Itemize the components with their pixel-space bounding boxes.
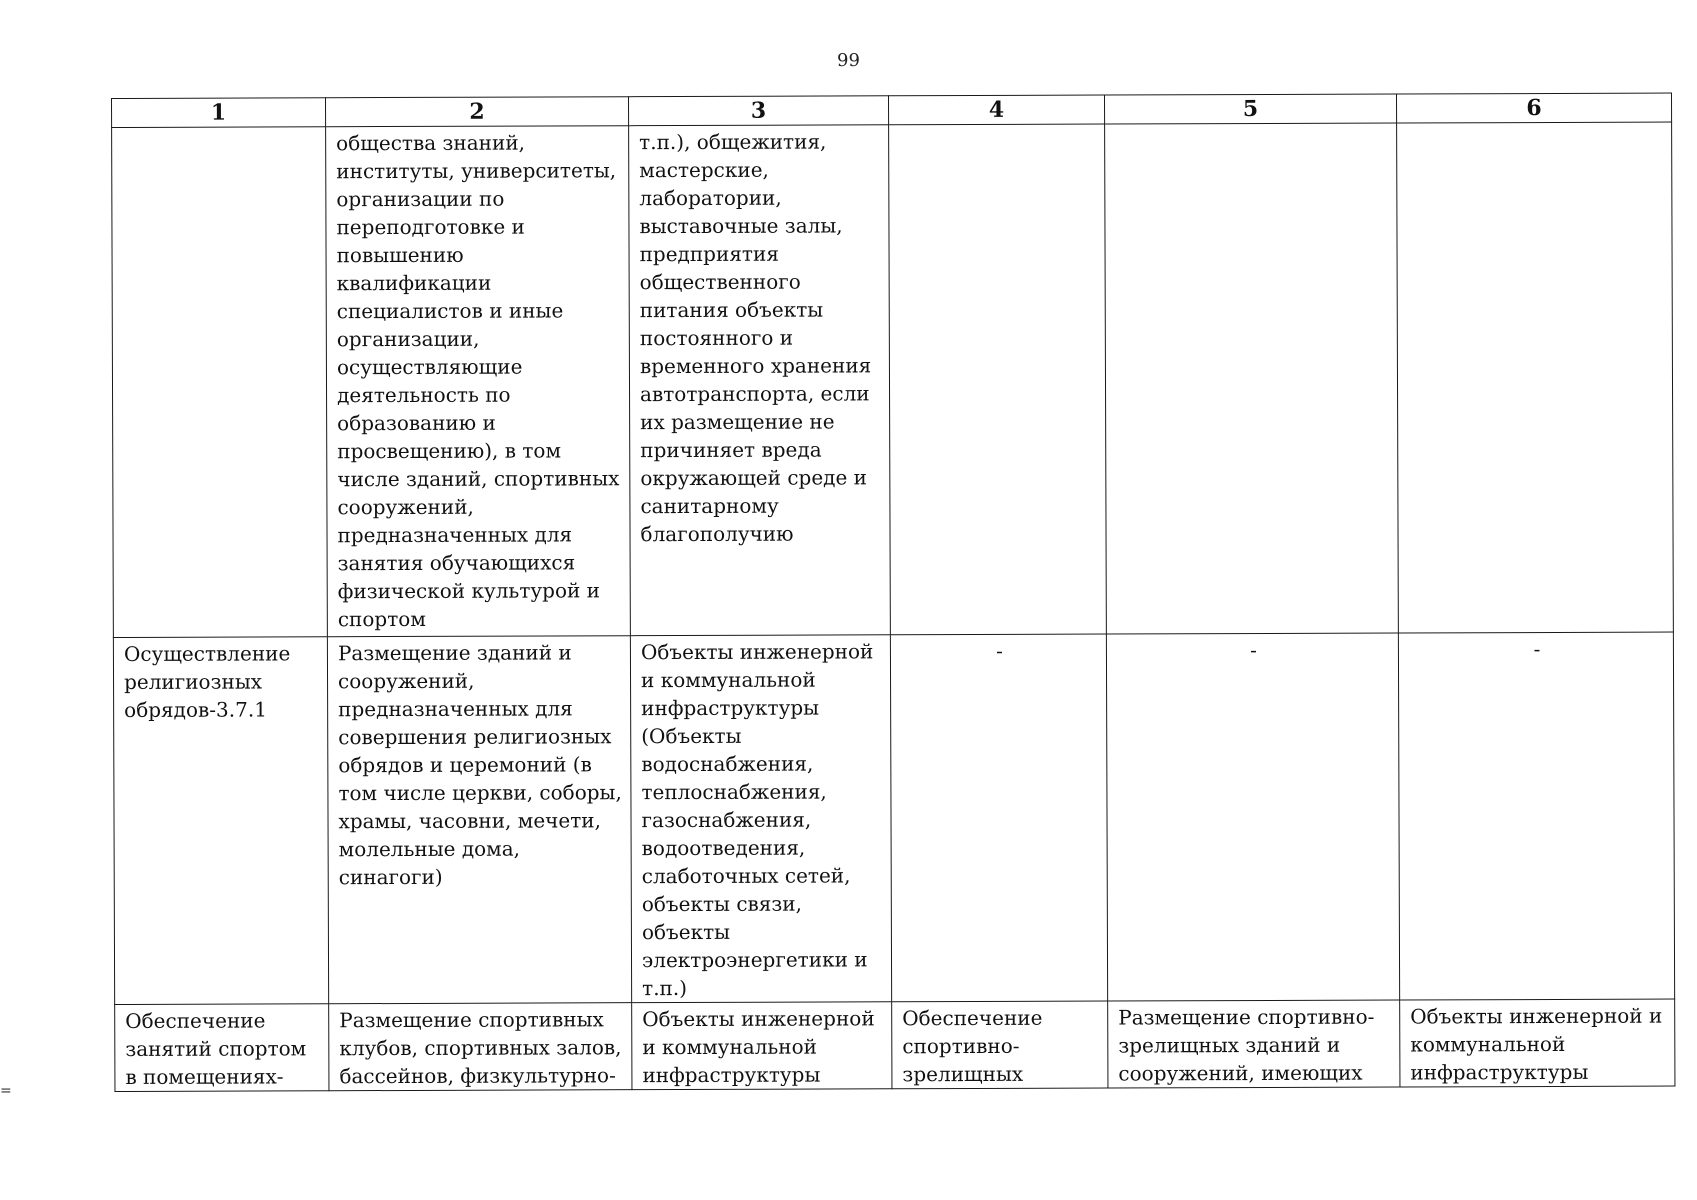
table-cell: Обеспечение занятий спортом в помещениях-: [115, 1004, 329, 1092]
column-header-3: 3: [628, 96, 888, 126]
table-row: [113, 632, 1674, 1004]
table-row: [115, 999, 1675, 1091]
table-cell: [1397, 122, 1674, 633]
page-number: 99: [837, 50, 860, 71]
table-cell: Обеспечение спортивно- зрелищных: [892, 1001, 1108, 1089]
column-header-1: 1: [112, 98, 326, 128]
margin-mark: =: [0, 1083, 12, 1099]
column-header-5: 5: [1104, 94, 1396, 124]
column-header-4: 4: [888, 95, 1104, 125]
table-cell: Объекты инженерной и коммунальной инфраструктуры (Объекты водоснабжения, теплоснабжения, газоснабжения, водоотведения, слаботочных сетей, объекты связи, объекты электроэнергетики и т.п.): [630, 635, 891, 1003]
table-cell: [112, 127, 328, 638]
column-header-6: 6: [1396, 93, 1671, 123]
table-cell: Объекты инженерной и коммунальной инфраструктуры: [632, 1002, 892, 1090]
land-use-table: [111, 93, 1675, 1092]
table-cell: общества знаний, институты, университеты, организации по переподготовке и повышению квалификации специалистов и иные организации, осуществляющие деятельность по образованию и просвещению), в том числе зданий, спортивных сооружений, предназначенных для занятия обучающихся физической культурой и спортом: [326, 126, 631, 637]
table-cell: -: [890, 634, 1107, 1002]
table-cell: Объекты инженерной и коммунальной инфраструктуры: [1400, 999, 1675, 1087]
table-cell: т.п.), общежития, мастерские, лаборатории, выставочные залы, предприятия общественного питания объекты постоянного и временного хранения автотранспорта, если их размещение не причиняет вреда окружающей среде и санитарному благополучию: [629, 125, 891, 636]
table-cell: Размещение спортивно- зрелищных зданий и сооружений, имеющих: [1108, 1000, 1400, 1088]
table-cell: [1105, 123, 1399, 634]
table-cell: Размещение спортивных клубов, спортивных залов, бассейнов, физкультурно-: [329, 1003, 632, 1091]
table-cell: Размещение зданий и сооружений, предназначенных для совершения религиозных обрядов и церемоний (в том числе церкви, соборы, храмы, часовни, мечети, молельные дома, синагоги): [327, 636, 631, 1004]
table-cell: -: [1106, 633, 1399, 1001]
table-cell: Осуществление религиозных обрядов-3.7.1: [113, 637, 328, 1005]
table-cell: -: [1398, 632, 1674, 1000]
table-cell: [889, 124, 1107, 635]
table-row: [112, 122, 1674, 637]
column-header-2: 2: [326, 97, 629, 127]
